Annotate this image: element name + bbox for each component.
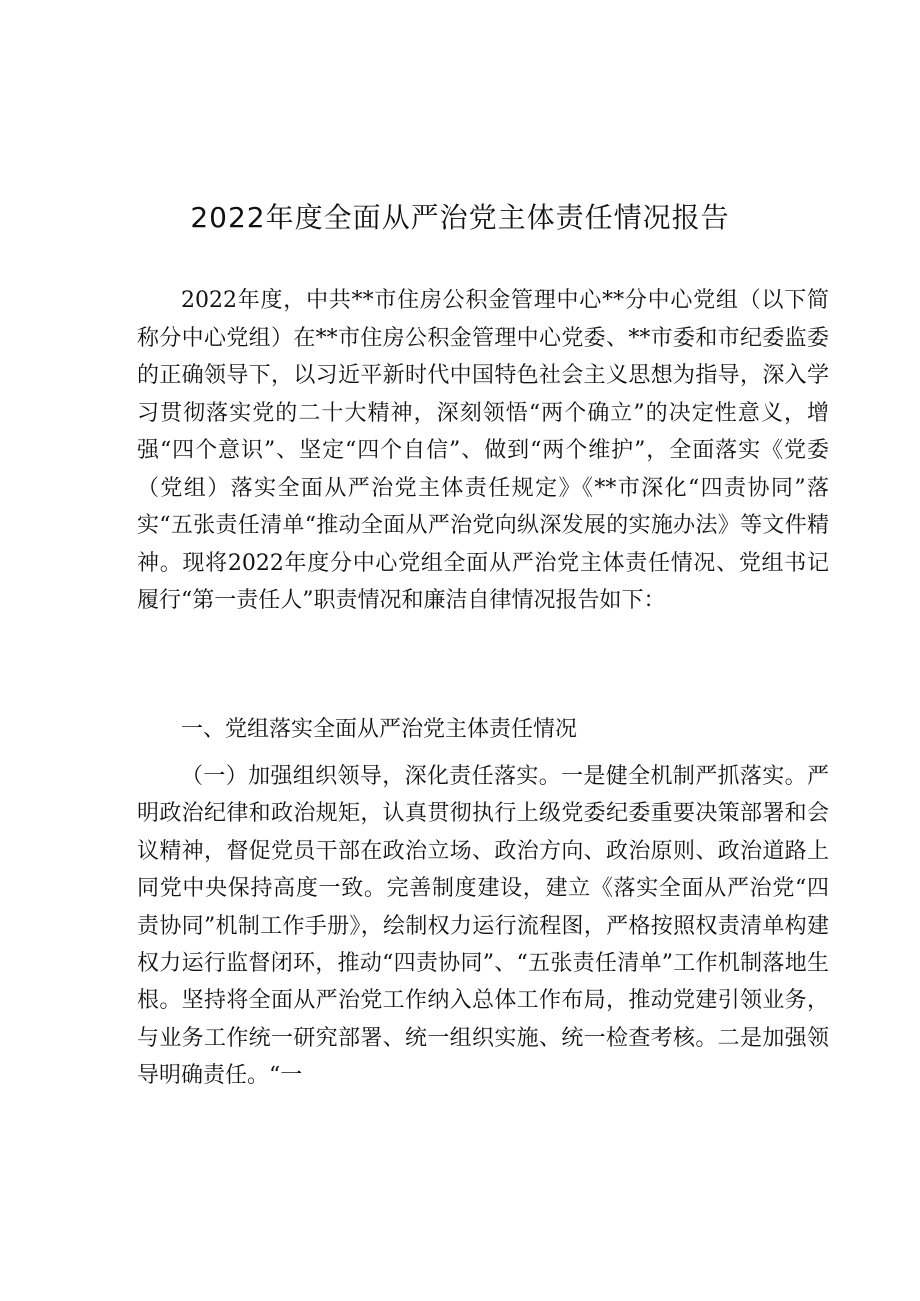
section-heading: 一、党组落实全面从严治党主体责任情况 (181, 717, 578, 742)
document-title: 2022年度全面从严治党主体责任情况报告 (190, 201, 730, 234)
body-paragraph: （一）加强组织领导，深化责任落实。一是健全机制严抓落实。严明政治纪律和政治规矩，认真贯彻执行上级党委纪委重要决策部署和会议精神，督促党员干部在政治立场、政治方向、政治原则、政治道路上同党中央保持高度一致。完善制度建设，建立《落实全面从严治党“四责协同”机制工作手册》，绘制权力运行流程图，严格按照权责清单构建权力运行监督闭环，推动“四责协同”、“五张责任清单”工作机制落地生根。坚持将全面从严治党工作纳入总体工作布局，推动党建引领业务，与业务工作统一研究部署、统一组织实施、统一检查考核。二是加强领导明确责任。“一 (137, 764, 829, 1089)
intro-paragraph: 2022年度，中共**市住房公积金管理中心**分中心党组（以下简称分中心党组）在**市住房公积金管理中心党委、**市委和市纪委监委的正确领导下，以习近平新时代中国特色社会主义思想为指导，深入学习贯彻落实党的二十大精神，深刻领悟“两个确立”的决定性意义，增强“四个意识”、坚定“四个自信”、做到“两个维护”，全面落实《党委（党组）落实全面从严治党主体责任规定》《**市深化“四责协同”落实“五张责任清单“推动全面从严治党向纵深发展的实施办法》等文件精神。现将2022年度分中心党组全面从严治党主体责任情况、党组书记履行“第一责任人”职责情况和廉洁自律情况报告如下： (137, 288, 829, 613)
